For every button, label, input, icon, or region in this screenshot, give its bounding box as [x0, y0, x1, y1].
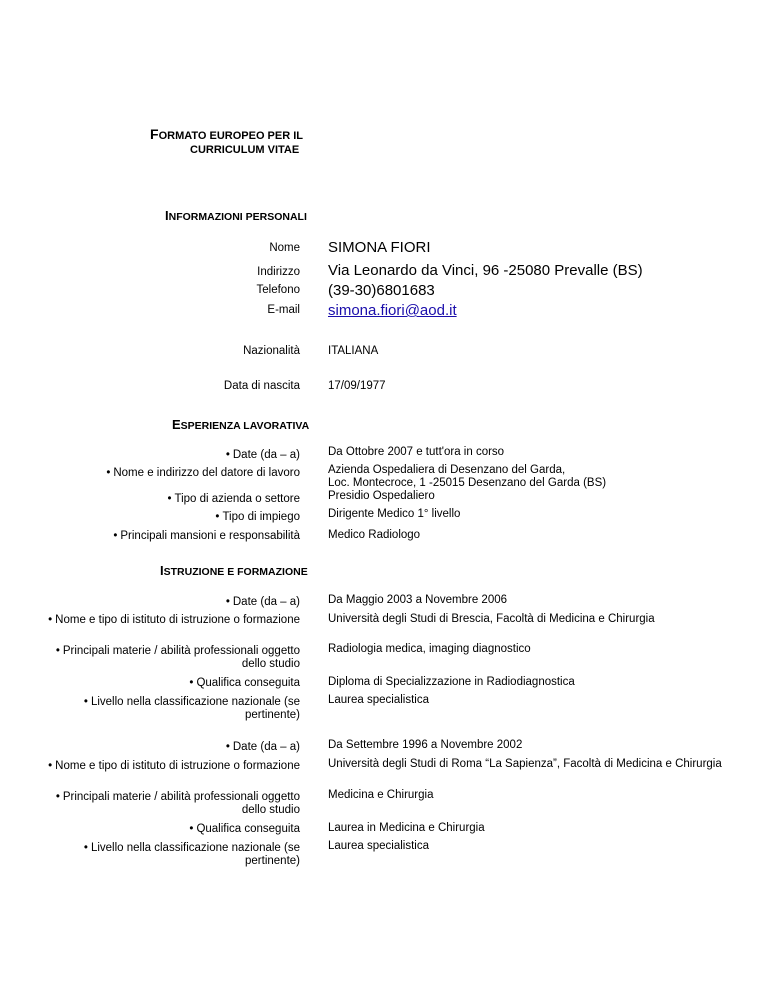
label-work-employer: • Nome e indirizzo del datore di lavoro: [106, 467, 300, 479]
bullet-icon: •: [83, 842, 88, 854]
bullet-icon: •: [48, 760, 53, 772]
bullet-icon: •: [106, 467, 111, 479]
cv-title: FORMATO EUROPEO PER IL: [150, 126, 304, 142]
bullet-icon: •: [225, 596, 230, 608]
value-work-date: Da Ottobre 2007 e tutt'ora in corso: [328, 446, 505, 458]
label-edu2-date: • Date (da – a): [225, 741, 300, 753]
value-telefono: (39-30)6801683: [328, 282, 435, 299]
bullet-icon: •: [225, 449, 230, 461]
value-edu2-date: Da Settembre 1996 a Novembre 2002: [328, 739, 523, 751]
bullet-icon: •: [113, 530, 118, 542]
value-nascita: 17/09/1977: [328, 380, 386, 392]
bullet-icon: •: [55, 791, 60, 803]
section-title-work: ESPERIENZA LAVORATIVA: [172, 417, 310, 432]
value-work-job: Dirigente Medico 1° livello: [328, 508, 461, 520]
value-edu2-qualification: Laurea in Medicina e Chirurgia: [328, 822, 485, 834]
label-nazionalita: Nazionalità: [243, 345, 300, 357]
value-edu1-date: Da Maggio 2003 a Novembre 2006: [328, 594, 508, 606]
bullet-icon: •: [189, 677, 194, 689]
label-edu1-level: • Livello nella classificazione nazionale (se pertinente): [83, 696, 300, 721]
value-edu1-subjects: Radiologia medica, imaging diagnostico: [328, 643, 531, 655]
value-work-duties: Medico Radiologo: [328, 529, 421, 541]
label-indirizzo: Indirizzo: [257, 266, 300, 278]
bullet-icon: •: [48, 614, 53, 626]
value-edu2-subjects: Medicina e Chirurgia: [328, 789, 434, 801]
value-edu2-institute: Università degli Studi di Roma “La Sapienza”, Facoltà di Medicina e Chirurgia: [328, 758, 722, 770]
label-work-duties: • Principali mansioni e responsabilità: [113, 530, 300, 542]
section-title-education: ISTRUZIONE E FORMAZIONE: [160, 563, 308, 578]
label-edu1-institute: • Nome e tipo di istituto di istruzione o formazione: [48, 614, 300, 626]
label-work-job: • Tipo di impiego: [215, 511, 300, 523]
section-title-personal: INFORMAZIONI PERSONALI: [165, 208, 307, 223]
label-edu2-institute: • Nome e tipo di istituto di istruzione o formazione: [48, 760, 300, 772]
bullet-icon: •: [215, 511, 220, 523]
value-edu1-level: Laurea specialistica: [328, 694, 430, 706]
email-link[interactable]: simona.fiori@aod.it: [328, 302, 457, 319]
label-edu2-qualification: • Qualifica conseguita: [189, 823, 300, 835]
label-edu2-subjects: • Principali materie / abilità professionali oggetto dello studio: [55, 791, 300, 816]
label-work-date: • Date (da – a): [225, 449, 300, 461]
bullet-icon: •: [189, 823, 194, 835]
label-work-type: • Tipo di azienda o settore: [167, 493, 300, 505]
label-nome: Nome: [269, 242, 300, 254]
label-edu1-date: • Date (da – a): [225, 596, 300, 608]
value-edu2-level: Laurea specialistica: [328, 840, 430, 852]
bullet-icon: •: [167, 493, 172, 505]
value-edu1-institute: Università degli Studi di Brescia, Facoltà di Medicina e Chirurgia: [328, 613, 655, 625]
value-nome: SIMONA FIORI: [328, 239, 431, 256]
bullet-icon: •: [55, 645, 60, 657]
value-nazionalita: ITALIANA: [328, 345, 379, 357]
label-nascita: Data di nascita: [223, 380, 300, 392]
value-indirizzo: Via Leonardo da Vinci, 96 -25080 Prevalle (BS): [328, 262, 643, 279]
label-telefono: Telefono: [256, 284, 300, 296]
label-email: E-mail: [267, 304, 300, 316]
label-edu1-subjects: • Principali materie / abilità professionali oggetto dello studio: [55, 645, 300, 670]
value-work-employer-2: Loc. Montecroce, 1 -25015 Desenzano del Garda (BS): [328, 477, 607, 489]
cv-subtitle: CURRICULUM VITAE: [190, 144, 300, 156]
bullet-icon: •: [225, 741, 230, 753]
value-work-employer-1: Azienda Ospedaliera di Desenzano del Garda,: [328, 464, 566, 476]
label-edu1-qualification: • Qualifica conseguita: [189, 677, 300, 689]
value-work-employer-3: Presidio Ospedaliero: [328, 490, 435, 502]
value-edu1-qualification: Diploma di Specializzazione in Radiodiagnostica: [328, 676, 575, 688]
bullet-icon: •: [83, 696, 88, 708]
label-edu2-level: • Livello nella classificazione nazionale (se pertinente): [83, 842, 300, 867]
